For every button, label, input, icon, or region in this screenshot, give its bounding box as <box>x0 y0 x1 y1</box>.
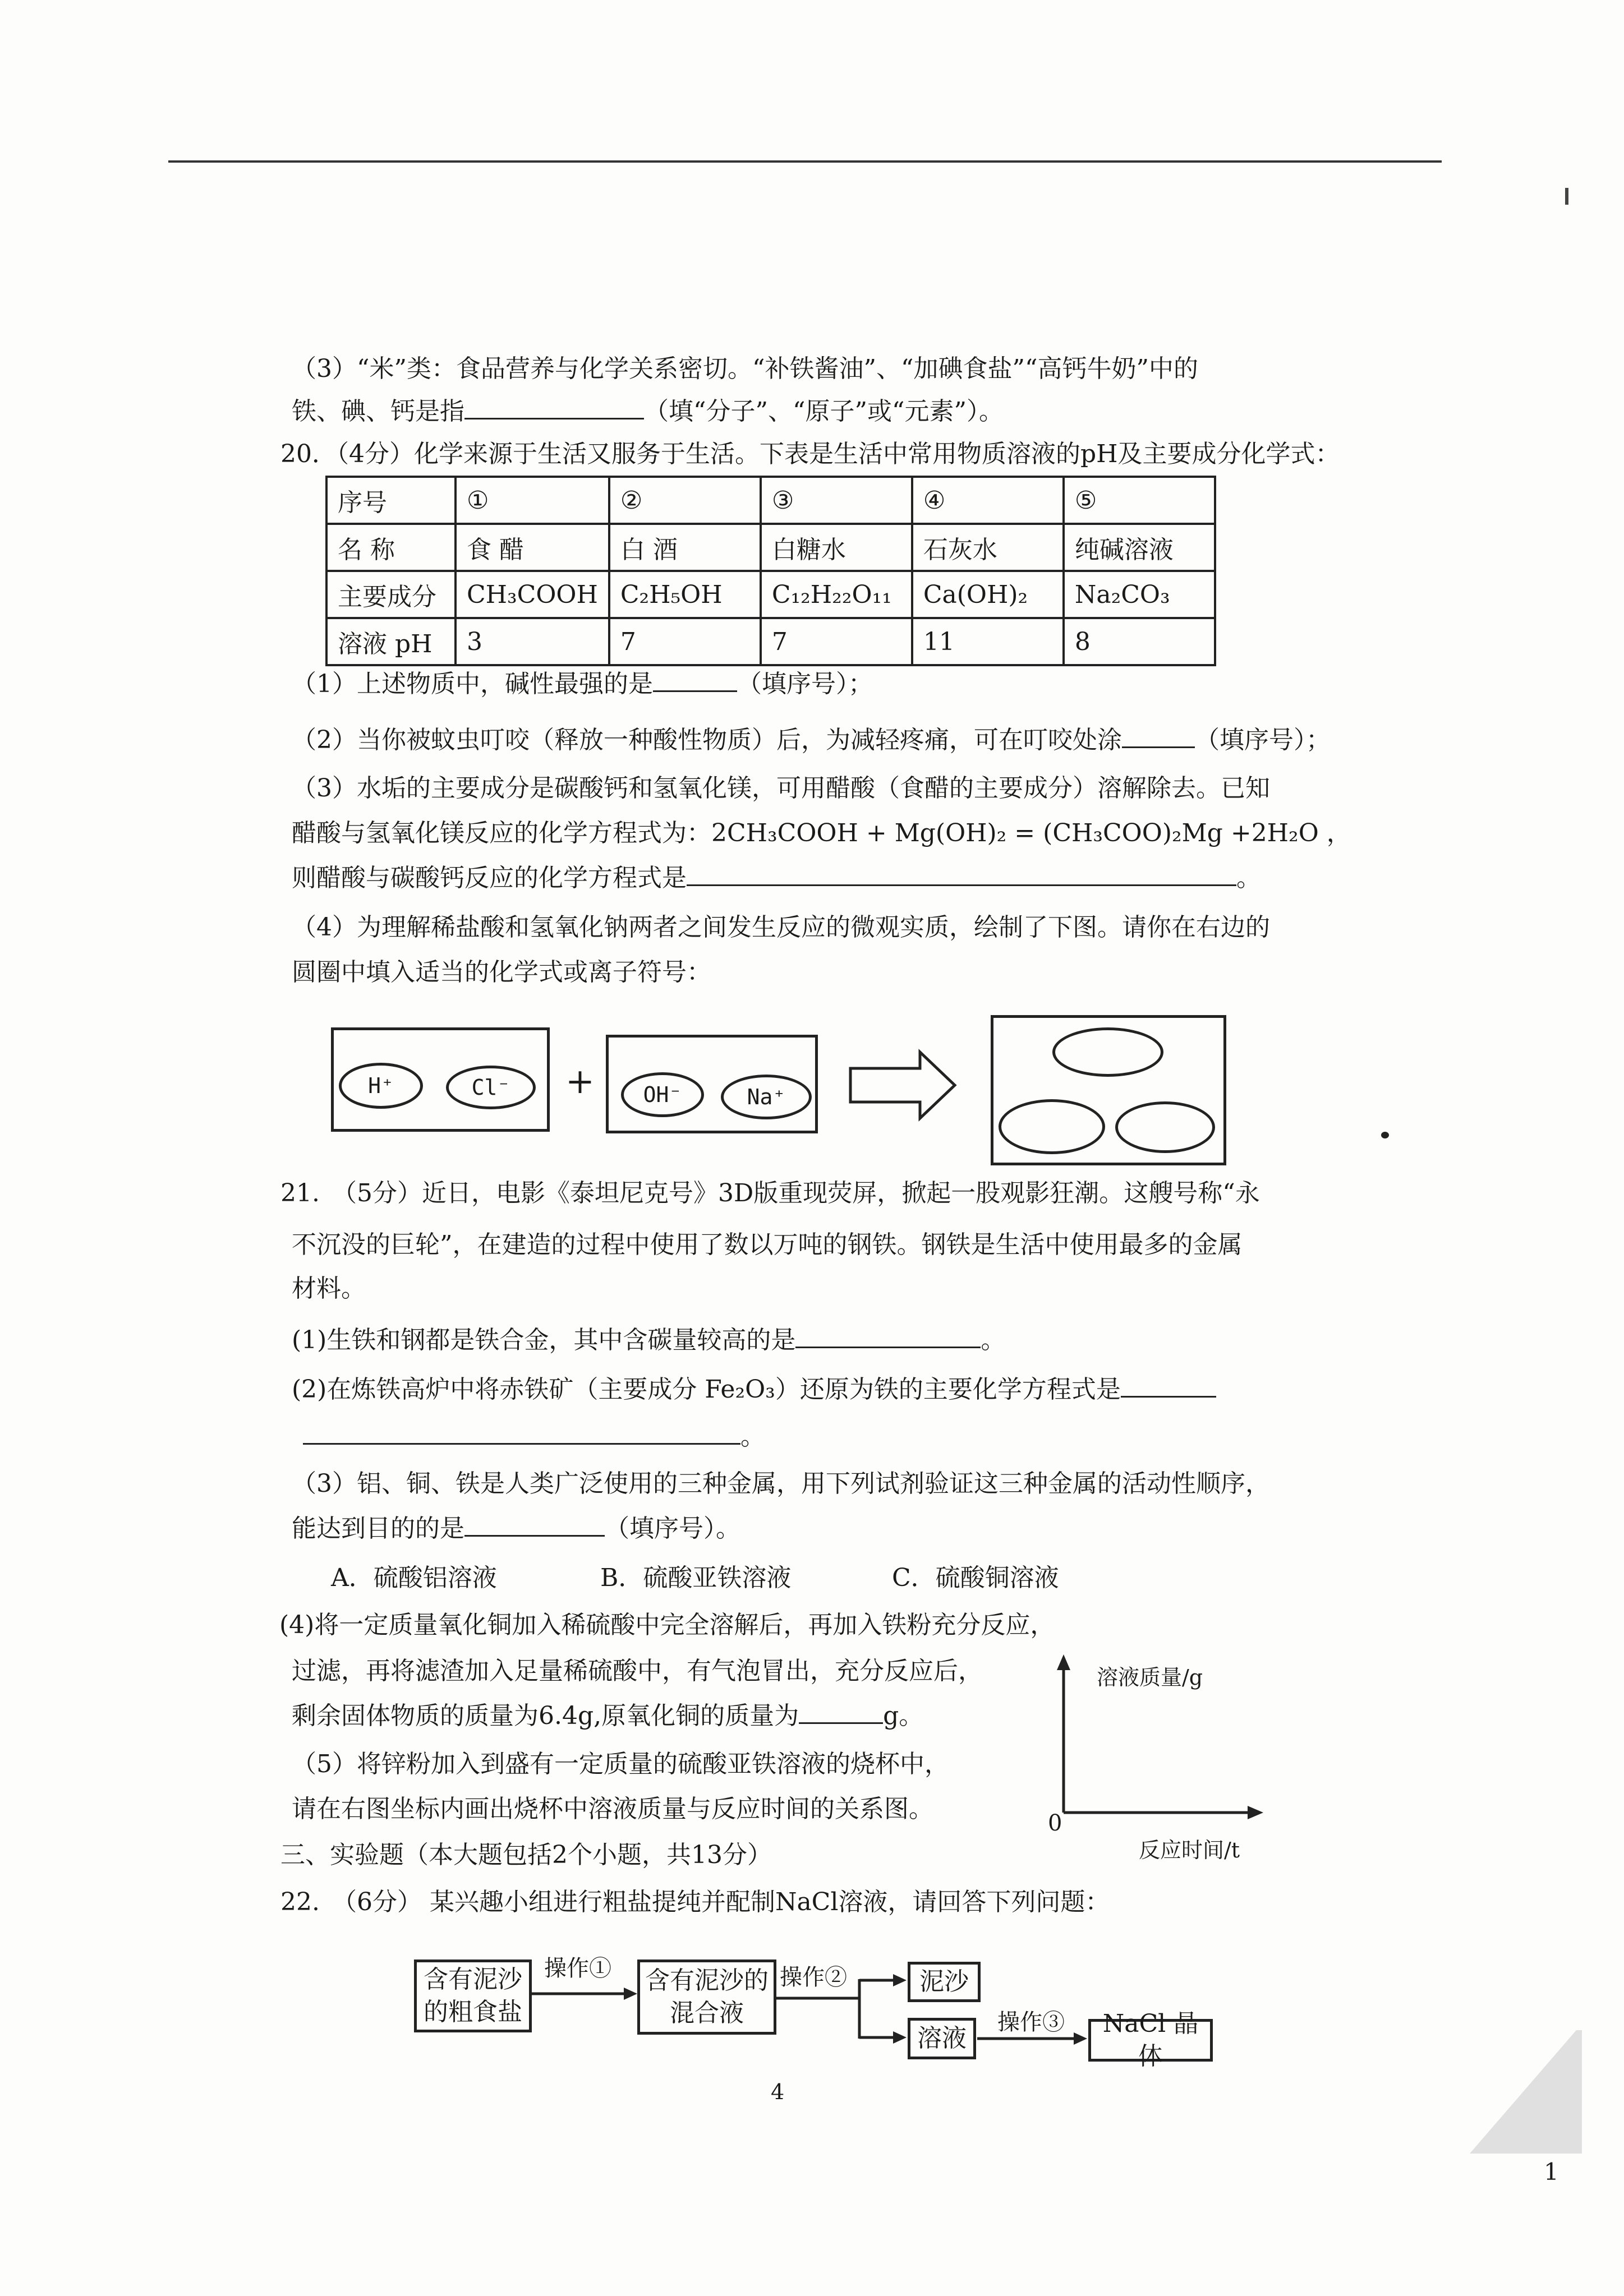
row-label: 序号 <box>326 477 456 524</box>
q21-part2-end: 。 <box>740 1422 765 1451</box>
table-row <box>326 618 1215 665</box>
arrow-right-icon <box>977 2030 1089 2047</box>
row-label: 溶液 pH <box>326 618 456 665</box>
q21-option-a: A．硫酸铝溶液 <box>331 1564 497 1592</box>
product-oval-left[interactable] <box>999 1099 1105 1154</box>
table-cell: 白 酒 <box>609 524 761 571</box>
product-oval-right[interactable] <box>1115 1101 1215 1153</box>
op2-label: 操作② <box>780 1965 847 1990</box>
table-cell: ④ <box>912 477 1064 524</box>
q20-intro: 20．（4分）化学来源于生活又服务于生活。下表是生活中常用物质溶液的pH及主要成分化学式： <box>280 440 1340 468</box>
q21-part4-unit: g。 <box>883 1702 924 1730</box>
flow-text: 的粗食盐 <box>424 1998 522 2026</box>
answer-blank[interactable] <box>1122 724 1195 748</box>
flow-text: 含有泥沙的 <box>645 1966 769 1995</box>
q20-part2-text: （2）当你被蚊虫叮咬（释放一种酸性物质）后，为减轻疼痛，可在叮咬处涂 <box>292 726 1122 754</box>
corner-number: 1 <box>1544 2158 1559 2186</box>
table-cell: ③ <box>761 477 912 524</box>
q19-part3-line2 <box>292 395 1004 428</box>
table-cell: Ca(OH)₂ <box>912 571 1064 618</box>
oh-ion-oval <box>621 1072 704 1117</box>
q21-part4-line1: (4)将一定质量氧化铜加入稀硫酸中完全溶解后，再加入铁粉充分反应， <box>279 1611 1055 1639</box>
graph-ylabel: 溶液质量/g <box>1097 1665 1203 1690</box>
scan-dot <box>1381 1132 1389 1138</box>
table-cell: 3 <box>456 618 609 665</box>
answer-blank[interactable] <box>795 1324 981 1348</box>
section3-heading: 三、实验题（本大题包括2个小题，共13分） <box>280 1841 772 1869</box>
crude-salt-box <box>414 1960 532 2032</box>
q21-line3: 材料。 <box>292 1274 366 1303</box>
q20-part3-line3 <box>292 861 1261 895</box>
arrow-right-icon <box>532 1985 638 2002</box>
h-ion-oval <box>339 1063 423 1109</box>
table-cell: C₁₂H₂₂O₁₁ <box>761 571 912 618</box>
q21-part4-text: 剩余固体物质的质量为6.4g,原氧化铜的质量为 <box>292 1702 799 1730</box>
table-cell: ⑤ <box>1064 477 1215 524</box>
graph-xlabel: 反应时间/t <box>1139 1838 1240 1862</box>
q20-part3-text: 则醋酸与碳酸钙反应的化学方程式是 <box>292 864 687 892</box>
cl-ion-oval <box>446 1066 536 1109</box>
q19-part3-line1: （3）“米”类：食品营养与化学关系密切。“补铁酱油”、“加碘食盐”“高钙牛奶”中的 <box>292 354 1198 383</box>
answer-blank[interactable] <box>464 395 644 419</box>
flow-text: 泥沙 <box>919 1967 969 1996</box>
solution-box <box>908 2018 976 2059</box>
table-cell: 食 醋 <box>456 524 609 571</box>
arrow-right-icon <box>847 1049 959 1122</box>
product-oval-top[interactable] <box>1052 1027 1163 1077</box>
q22-intro: 22. （6分） 某兴趣小组进行粗盐提纯并配制NaCl溶液，请回答下列问题： <box>280 1888 1110 1916</box>
table-cell: ① <box>456 477 609 524</box>
table-cell: CH₃COOH <box>456 571 609 618</box>
q20-part2-hint: （填序号）； <box>1195 726 1331 754</box>
cl-ion-label: Cl⁻ <box>471 1075 510 1100</box>
q21-option-c: C．硫酸铜溶液 <box>892 1564 1059 1592</box>
table-cell: C₂H₅OH <box>609 571 761 618</box>
q21-part3-text: 能达到目的的是 <box>292 1514 464 1543</box>
q21-part1-text: (1)生铁和钢都是铁合金，其中含碳量较高的是 <box>292 1326 796 1354</box>
table-cell: 7 <box>761 618 912 665</box>
answer-blank[interactable] <box>303 1421 740 1445</box>
answer-blank[interactable] <box>687 862 1236 886</box>
ph-table <box>325 476 1216 666</box>
q21-part2-cont <box>303 1420 765 1454</box>
row-label: 名 称 <box>326 524 456 571</box>
table-row <box>326 477 1215 524</box>
table-cell: 7 <box>609 618 761 665</box>
table-cell: 石灰水 <box>912 524 1064 571</box>
q20-part1 <box>292 667 873 701</box>
mixture-box <box>637 1960 776 2035</box>
q20-part3-end: 。 <box>1236 864 1261 892</box>
table-row <box>326 524 1215 571</box>
flow-text: 混合液 <box>670 1999 744 2027</box>
table-cell: Na₂CO₃ <box>1064 571 1215 618</box>
q20-part3-line2: 醋酸与氢氧化镁反应的化学方程式为：2CH₃COOH + Mg(OH)₂ = (CH₃COO)₂Mg +2H₂O ， <box>292 819 1351 847</box>
table-cell: 8 <box>1064 618 1215 665</box>
sand-box <box>908 1962 981 2002</box>
answer-blank[interactable] <box>1121 1373 1216 1398</box>
q21-part1-end: 。 <box>981 1326 1006 1354</box>
q21-part5-line1: （5）将锌粉加入到盛有一定质量的硫酸亚铁溶液的烧杯中， <box>292 1750 949 1778</box>
table-cell: ② <box>609 477 761 524</box>
q21-line2: 不沉没的巨轮”，在建造的过程中使用了数以万吨的钢铁。钢铁是生活中使用最多的金属 <box>292 1230 1243 1259</box>
op3-label: 操作③ <box>997 2009 1065 2035</box>
q21-line1: 21. （5分）近日，电影《泰坦尼克号》3D版重现荧屏，掀起一股观影狂潮。这艘号称“永 <box>280 1179 1260 1207</box>
q20-part4-line1: （4）为理解稀盐酸和氢氧化钠两者之间发生反应的微观实质，绘制了下图。请你在右边的 <box>292 913 1270 942</box>
answer-blank[interactable] <box>799 1700 883 1724</box>
op1-label: 操作① <box>544 1956 611 1981</box>
row-label: 主要成分 <box>326 571 456 618</box>
q21-part3-line1: （3）铝、铜、铁是人类广泛使用的三种金属，用下列试剂验证这三种金属的活动性顺序， <box>292 1469 1270 1498</box>
na-ion-oval <box>721 1075 812 1119</box>
q20-part4-line2: 圆圈中填入适当的化学式或离子符号： <box>292 958 711 986</box>
q21-part2 <box>292 1373 1216 1407</box>
q21-part4-line2: 过滤，再将滤渣加入足量稀硫酸中，有气泡冒出，充分反应后， <box>292 1657 983 1685</box>
q20-part1-text: （1）上述物质中，碱性最强的是 <box>292 670 653 698</box>
q20-part3-line1: （3）水垢的主要成分是碳酸钙和氢氧化镁，可用醋酸（食醋的主要成分）溶解除去。已知 <box>292 774 1270 803</box>
table-cell: 11 <box>912 618 1064 665</box>
q21-part2-text: (2)在炼铁高炉中将赤铁矿（主要成分 Fe₂O₃）还原为铁的主要化学方程式是 <box>292 1375 1121 1404</box>
q21-part3-hint: （填序号）。 <box>605 1514 740 1543</box>
na-ion-label: Na⁺ <box>747 1085 786 1109</box>
graph-origin: 0 <box>1048 1810 1062 1836</box>
header-rule <box>168 160 1442 163</box>
table-cell: 白糖水 <box>761 524 912 571</box>
q21-part3-line2 <box>292 1512 740 1546</box>
q21-part4-line3 <box>292 1699 923 1733</box>
q21-part5-line2: 请在右图坐标内画出烧杯中溶液质量与反应时间的关系图。 <box>292 1795 933 1823</box>
table-row <box>326 571 1215 618</box>
oh-ion-label: OH⁻ <box>643 1082 682 1107</box>
page-number: 4 <box>771 2080 785 2104</box>
h-ion-label: H⁺ <box>368 1073 394 1098</box>
branch-arrows <box>776 1966 911 2055</box>
answer-blank[interactable] <box>653 668 737 692</box>
q20-part1-hint: （填序号）； <box>737 670 873 698</box>
q19-part3-text: 铁、碘、钙是指 <box>292 397 464 426</box>
q21-option-b: B．硫酸亚铁溶液 <box>600 1564 792 1592</box>
crystal-box <box>1088 2009 1213 2071</box>
table-cell: 纯碱溶液 <box>1064 524 1215 571</box>
flow-text: NaCl 晶体 <box>1102 2009 1199 2071</box>
flow-text: 含有泥沙 <box>424 1965 522 1994</box>
flow-text: 溶液 <box>917 2024 967 2053</box>
q20-part2 <box>292 723 1331 757</box>
q21-part1 <box>292 1324 1005 1357</box>
scan-shadow <box>1447 2030 1582 2154</box>
scan-mark <box>1565 188 1568 205</box>
answer-blank[interactable] <box>464 1513 605 1537</box>
plus-sign: + <box>565 1061 595 1101</box>
q19-part3-hint: （填“分子”、“原子”或“元素”）。 <box>644 397 1004 426</box>
